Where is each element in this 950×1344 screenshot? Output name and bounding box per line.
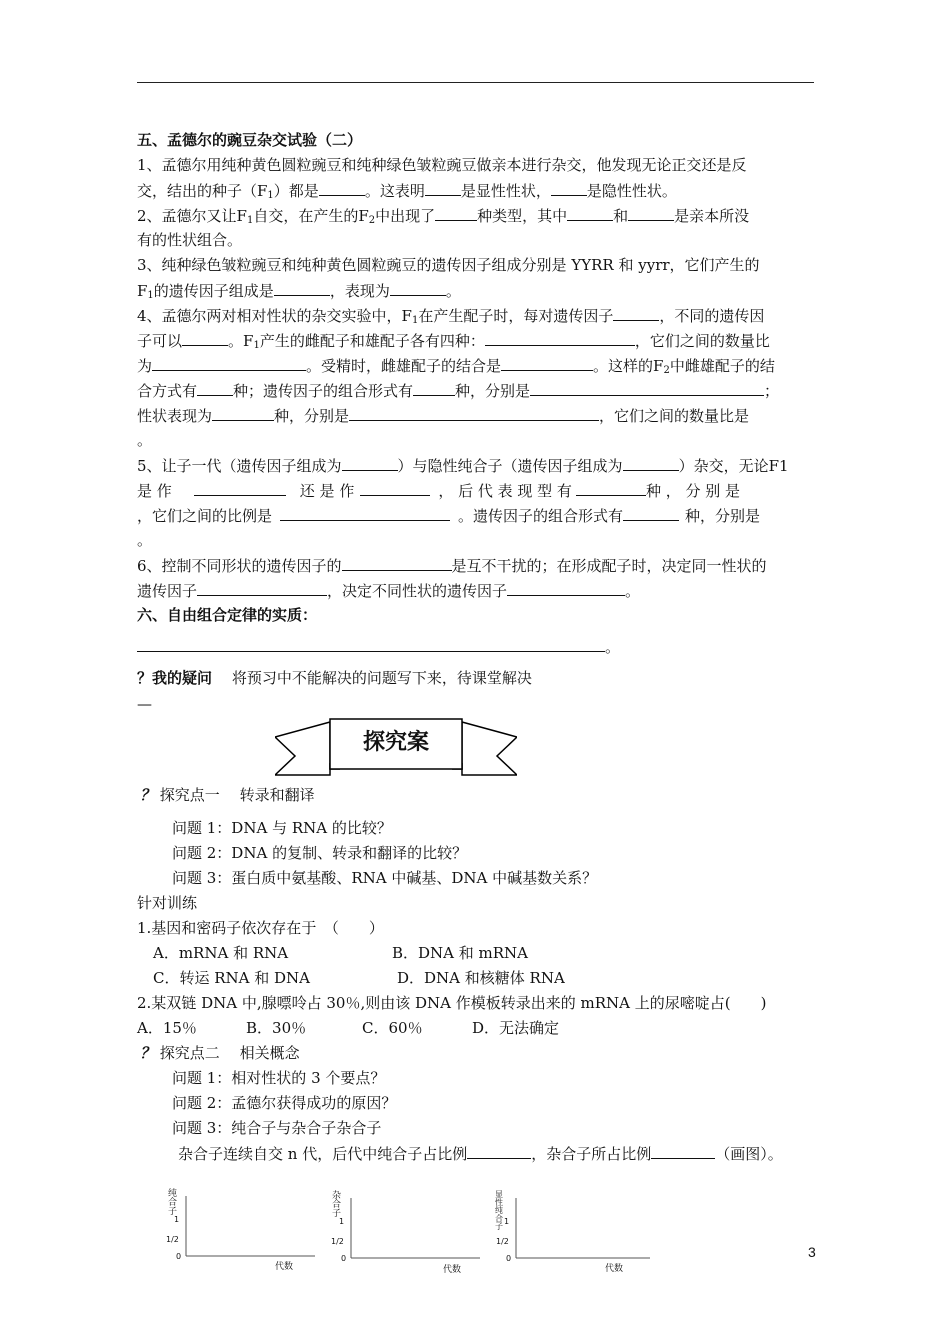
header-rule [137,82,814,83]
graph-heterozygote[interactable] [325,1188,485,1274]
blank[interactable] [342,455,398,471]
s5-p5-line2: 是 作 还 是 作 ， 后 代 表 现 型 有 种 ， 分 别 是 [137,482,741,500]
blank[interactable] [651,1143,715,1159]
blank[interactable] [212,405,274,421]
graph-origin: 0 [341,1254,347,1263]
blank[interactable] [319,180,365,196]
training-q2-option-d[interactable]: D．无法确定 [472,1019,560,1037]
explore2-q4: 杂合子连续自交 n 代，后代中纯合子占比例 ，杂合子所占比例 （画图）。 [178,1145,783,1163]
s5-p4-line3: 为 。受精时，雌雄配子的结合是 。这样的$F_2$中雌雄配子的结 [137,357,775,376]
graph-tick-1: 1 [504,1217,510,1226]
s5-p2-line2: 有的性状组合。 [137,231,243,249]
explore2-title-row: ？ 探究点二 相关概念 [140,1044,300,1062]
blank[interactable] [137,636,605,652]
section5-title: 五、孟德尔的豌豆杂交试验（二） [137,131,363,149]
graph-tick-1: 1 [339,1217,345,1226]
blank[interactable] [507,580,625,596]
question-mark-icon: ？ [137,669,153,687]
training-q1: 1.基因和密码子依次存在于 （ ） [137,919,384,937]
blank[interactable] [613,305,659,321]
s5-p6-line1: 6、控制不同形状的遗传因子的 是互不干扰的；在形成配子时，决定同一性状的 [137,557,767,575]
training-q2-option-b[interactable]: B．30％ [246,1019,307,1037]
blank[interactable] [342,555,452,571]
graph-axes [160,1188,320,1268]
graph-xlabel: 代数 [605,1264,624,1274]
blank[interactable] [413,380,455,396]
blank[interactable] [182,330,228,346]
graph-tick-half: 1/2 [496,1237,509,1246]
s5-p1-line1: 1、孟德尔用纯种黄色圆粒豌豆和纯种绿色皱粒豌豆做亲本进行杂交，他发现无论正交还是反 [137,156,747,174]
blank[interactable] [551,180,587,196]
blank[interactable] [501,355,593,371]
s5-p2-line1: 2、孟德尔又让$F_1$自交，在产生的$F_2$中出现了 种类型，其中 和 是亲本所没 [137,207,750,226]
explore1-q3: 问题 3：蛋白质中氨基酸、RNA 中碱基、DNA 中碱基数关系？ [172,869,598,887]
s5-p3-line2: $F_1$的遗传因子组成是 ，表现为 。 [137,282,461,301]
s5-p5-line3: ，它们之间的比例是 。遗传因子的组合形式有 种，分别是 [137,507,761,525]
blank[interactable] [390,280,446,296]
blank[interactable] [194,480,286,496]
blank[interactable] [576,480,646,496]
blank[interactable] [360,480,430,496]
page-number: 3 [808,1244,816,1260]
training-q2-option-a[interactable]: A．15％ [137,1019,197,1037]
training-q2-option-c[interactable]: C．60％ [362,1019,423,1037]
graph-origin: 0 [506,1254,512,1263]
blank[interactable] [435,205,477,221]
question-mark-icon: ？ [140,1044,156,1062]
s5-p4-line5: 性状表现为 种，分别是 ，它们之间的数量比是 [137,407,750,425]
explore2-q2: 问题 2：孟德尔获得成功的原因？ [172,1094,397,1112]
doubts-dash: — [137,695,152,713]
blank[interactable] [623,505,679,521]
training-q1-option-a[interactable]: A．mRNA 和 RNA [153,944,289,962]
explore1-q1: 问题 1：DNA 与 RNA 的比较？ [172,819,392,837]
blank[interactable] [628,205,674,221]
graph-tick-half: 1/2 [166,1235,179,1244]
blank[interactable] [467,1143,531,1159]
graph-axes [325,1188,485,1274]
blank[interactable] [349,405,599,421]
graph-homozygote[interactable] [160,1188,320,1272]
training-q1-option-b[interactable]: B．DNA 和 mRNA [392,944,529,962]
training-title: 针对训练 [137,894,198,912]
explore-banner [275,717,517,783]
graph-tick-1: 1 [174,1215,180,1224]
doubts-row: ？我的疑问 将预习中不能解决的问题写下来，待课堂解决 [137,669,532,687]
graph-tick-half: 1/2 [331,1237,344,1246]
s5-p4-line4: 合方式有 种；遗传因子的组合形式有 种，分别是 ； [137,382,780,400]
blank[interactable] [623,455,679,471]
explore2-q1: 问题 1：相对性状的 3 个要点？ [172,1069,386,1087]
s5-p5-line1: 5、让子一代（遗传因子组成为 ）与隐性纯合子（遗传因子组成为 ）杂交，无论F1 [137,457,789,475]
blank[interactable] [274,280,330,296]
s5-p4-line6: 。 [137,431,153,449]
graph-xlabel: 代数 [275,1262,294,1272]
explore2-q3: 问题 3：纯合子与杂合子杂合子 [172,1119,382,1137]
s5-p4-line1: 4、孟德尔两对相对性状的杂交实验中，$F_1$在产生配子时，每对遗传因子 ，不同的遗传因 [137,307,765,326]
blank[interactable] [485,330,635,346]
graph-ylabel: 显性纯合子 [495,1190,503,1231]
blank[interactable] [280,505,450,521]
graph-dominant-homozygote[interactable] [490,1188,665,1274]
graph-xlabel: 代数 [443,1265,462,1275]
blank[interactable] [152,355,306,371]
section6-title: 六、自由组合定律的实质： [137,606,318,624]
s5-p5-line4: 。 [137,531,153,549]
blank[interactable] [197,580,327,596]
s5-p4-line2: 子可以 。$F_1$产生的雌配子和雄配子各有四种： ，它们之间的数量比 [137,332,770,351]
training-q1-option-c[interactable]: C．转运 RNA 和 DNA [153,969,311,987]
graph-origin: 0 [176,1252,182,1261]
blank[interactable] [425,180,461,196]
question-mark-icon: ？ [140,786,156,804]
explore1-title-row: ？ 探究点一 转录和翻译 [140,786,315,804]
graph-axes [490,1188,665,1274]
s5-p6-line2: 遗传因子 ，决定不同性状的遗传因子 。 [137,582,641,600]
graph-ylabel: 杂合子 [332,1191,342,1219]
training-q1-option-d[interactable]: D．DNA 和核糖体 RNA [397,969,565,987]
training-q2: 2.某双链 DNA 中,腺嘌呤占 30％,则由该 DNA 作模板转录出来的 mRNA 上的尿嘧啶占( ) [137,994,767,1012]
banner-label: 探究案 [362,730,429,755]
s5-p3-line1: 3、纯种绿色皱粒豌豆和纯种黄色圆粒豌豆的遗传因子组成分别是 YYRR 和 yyrr，它们产生的 [137,256,760,274]
s6-answer-line: 。 [137,636,620,657]
s5-p1-line2: 交，结出的种子$(F_1)$都是 。这表明 是显性性状， 是隐性性状。 [137,182,677,201]
graph-ylabel: 纯合子 [168,1189,178,1217]
blank[interactable] [567,205,613,221]
explore1-q2: 问题 2：DNA 的复制、转录和翻译的比较？ [172,844,468,862]
blank[interactable] [530,380,764,396]
blank[interactable] [197,380,233,396]
